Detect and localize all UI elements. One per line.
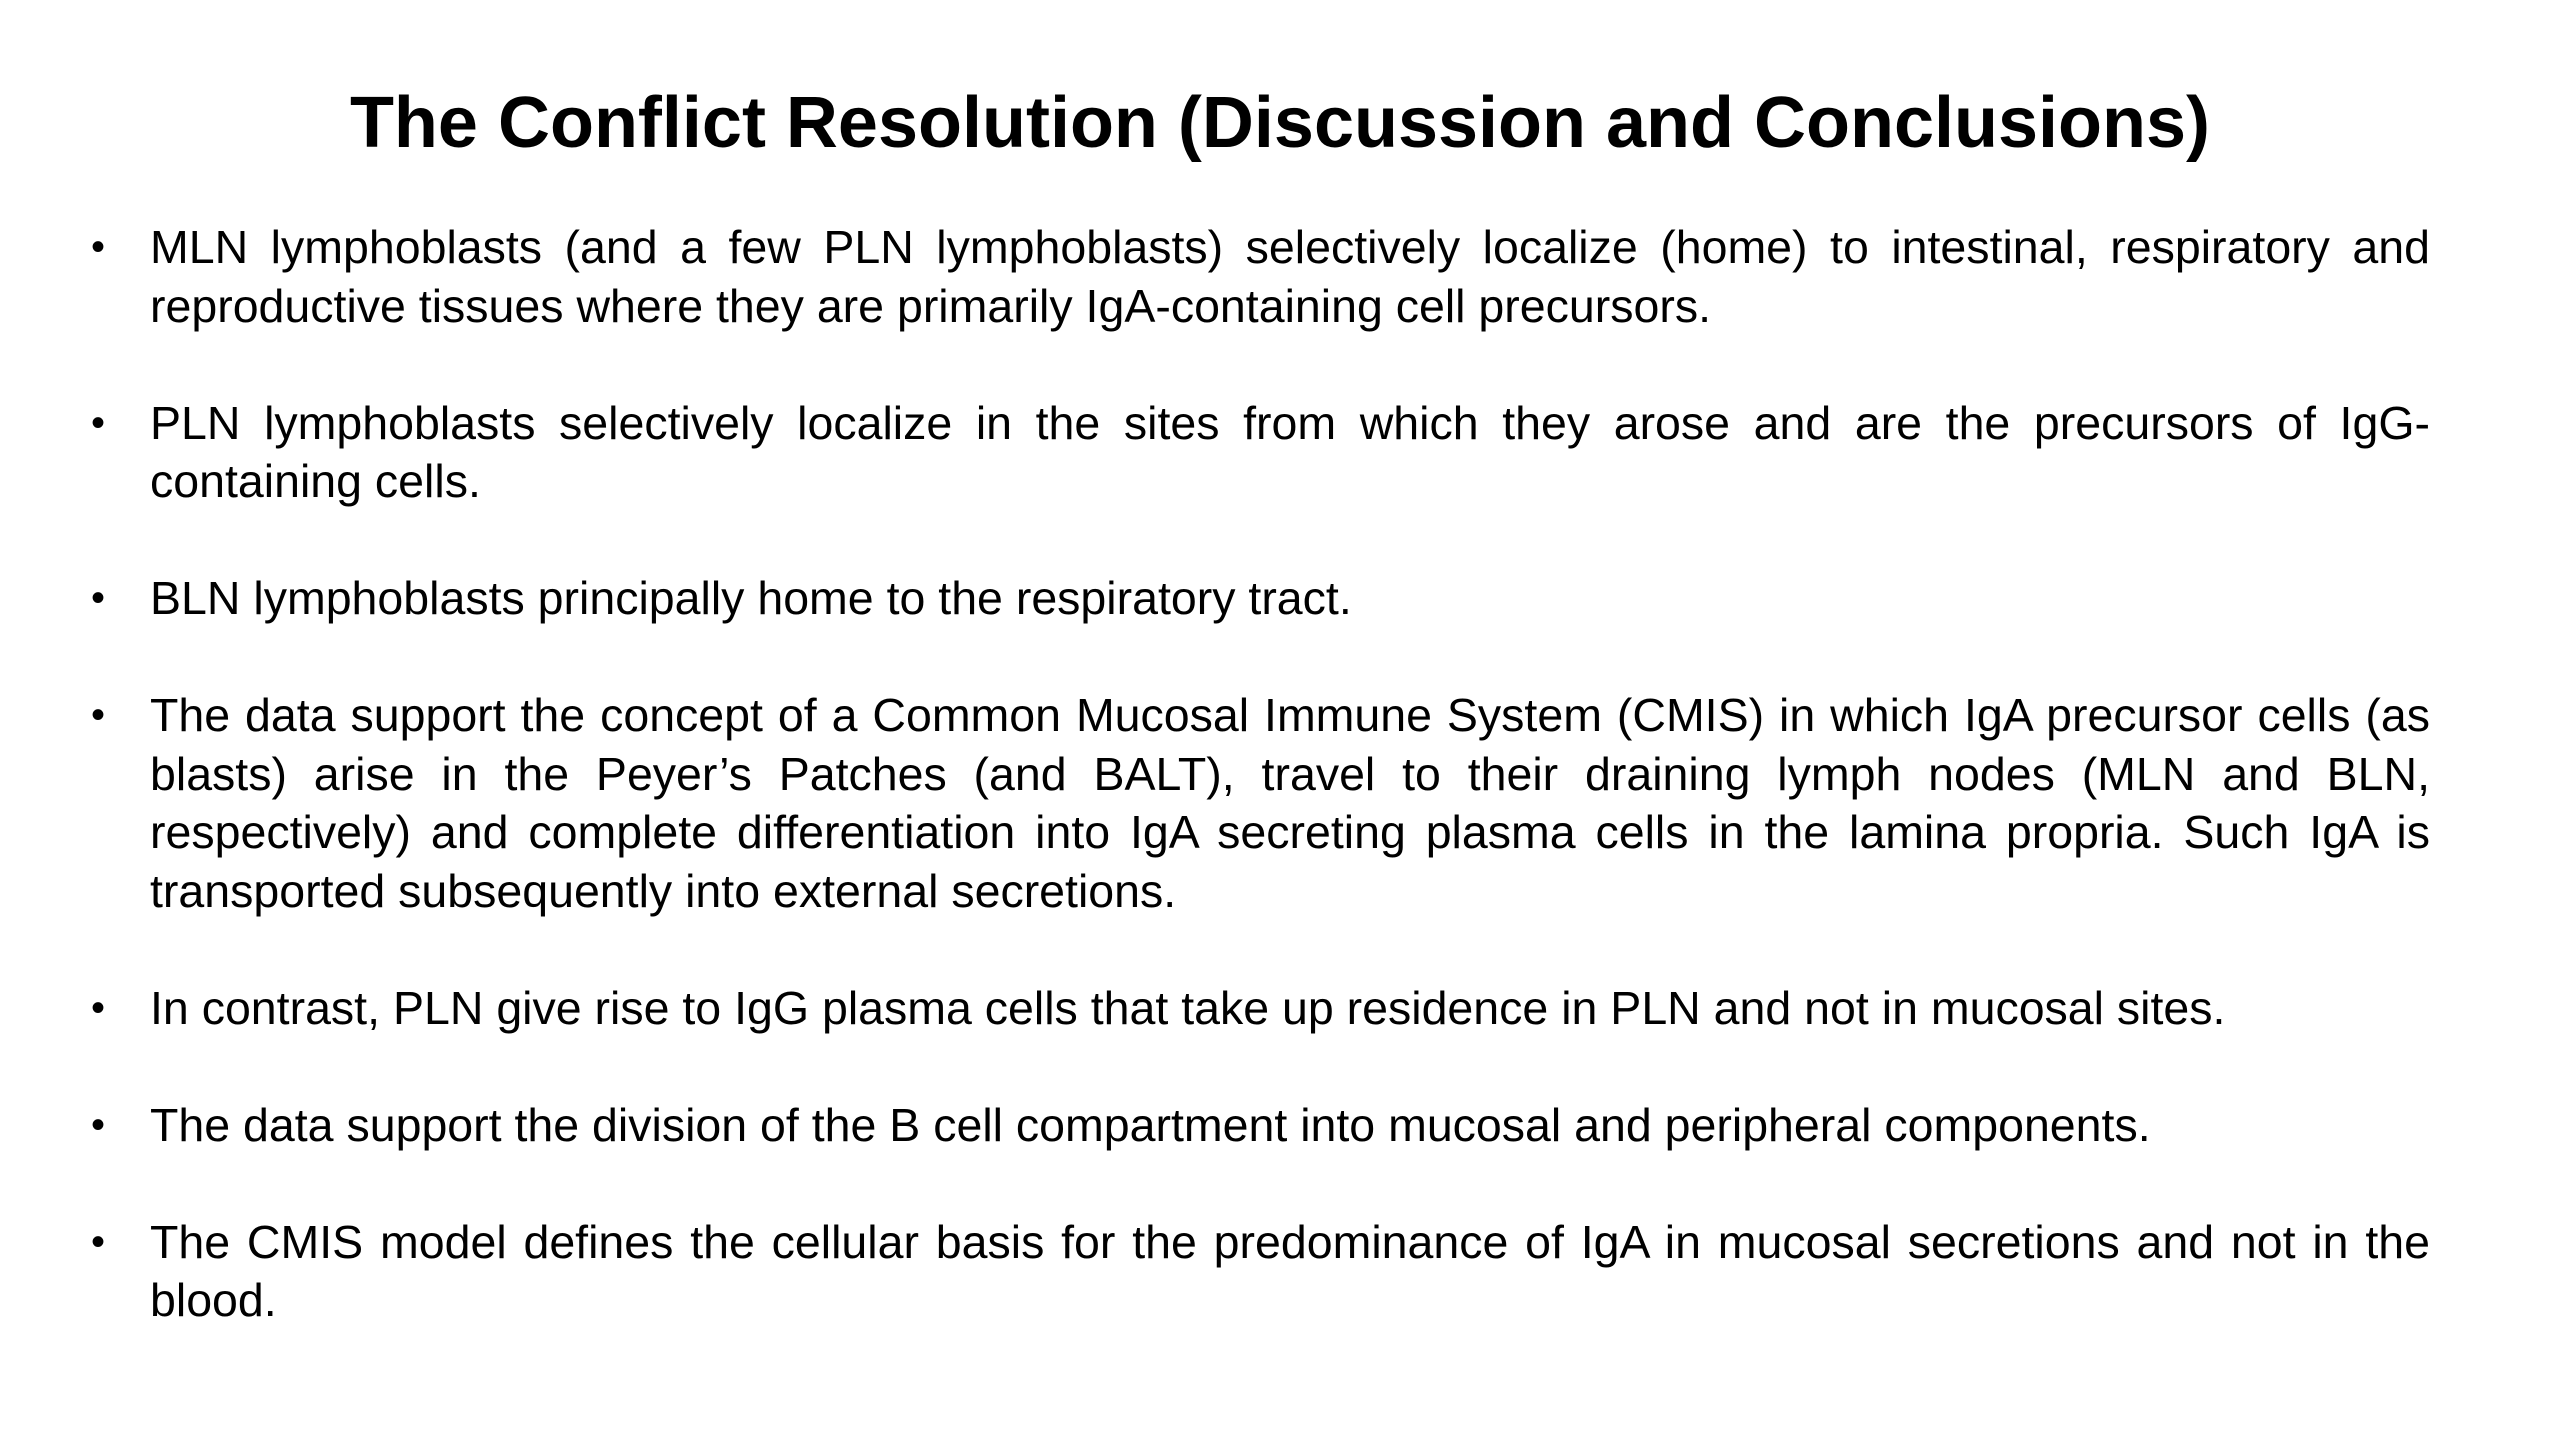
bullet-text: The data support the concept of a Common Mucosal Immune System (CMIS) in which IgA precursor cells (as blasts) arise in the Peyer’s Patches (and BALT), travel to their draining lymph nodes (MLN and BLN, respectively) and complete differentiation into IgA secreting plasma cells in the lamina propria. Such IgA is transported subsequently into external secretions. [150, 689, 2430, 917]
bullet-icon: • [90, 693, 105, 737]
bullet-list [88, 218, 2430, 1388]
bullet-text: The CMIS model defines the cellular basis for the predominance of IgA in mucosal secretions and not in the blood. [150, 1215, 2430, 1326]
bullet-icon: • [90, 1102, 105, 1147]
list-item [88, 686, 2430, 920]
bullet-text: PLN lymphoblasts selectively localize in the sites from which they arose and are the precursors of IgG-containing cells. [150, 396, 2430, 507]
list-item [88, 979, 2430, 1038]
list-item [88, 1096, 2430, 1155]
bullet-text: In contrast, PLN give rise to IgG plasma cells that take up residence in PLN and not in mucosal sites. [150, 981, 2226, 1034]
bullet-icon: • [90, 985, 105, 1030]
list-item [88, 218, 2430, 335]
bullet-icon: • [90, 225, 105, 269]
list-item [88, 569, 2430, 628]
bullet-text: The data support the division of the B cell compartment into mucosal and peripheral components. [150, 1098, 2151, 1151]
list-item [88, 1213, 2430, 1330]
bullet-icon: • [90, 576, 105, 620]
slide-title: The Conflict Resolution (Discussion and Conclusions) [349, 83, 2211, 163]
bullet-text: MLN lymphoblasts (and a few PLN lymphoblasts) selectively localize (home) to intestinal, respiratory and reproductive tissues where they are primarily IgA-containing cell precursors. [150, 221, 2430, 332]
bullet-icon: • [90, 1219, 105, 1264]
list-item [88, 394, 2430, 511]
bullet-text: BLN lymphoblasts principally home to the respiratory tract. [150, 572, 1352, 624]
bullet-icon: • [90, 400, 105, 445]
